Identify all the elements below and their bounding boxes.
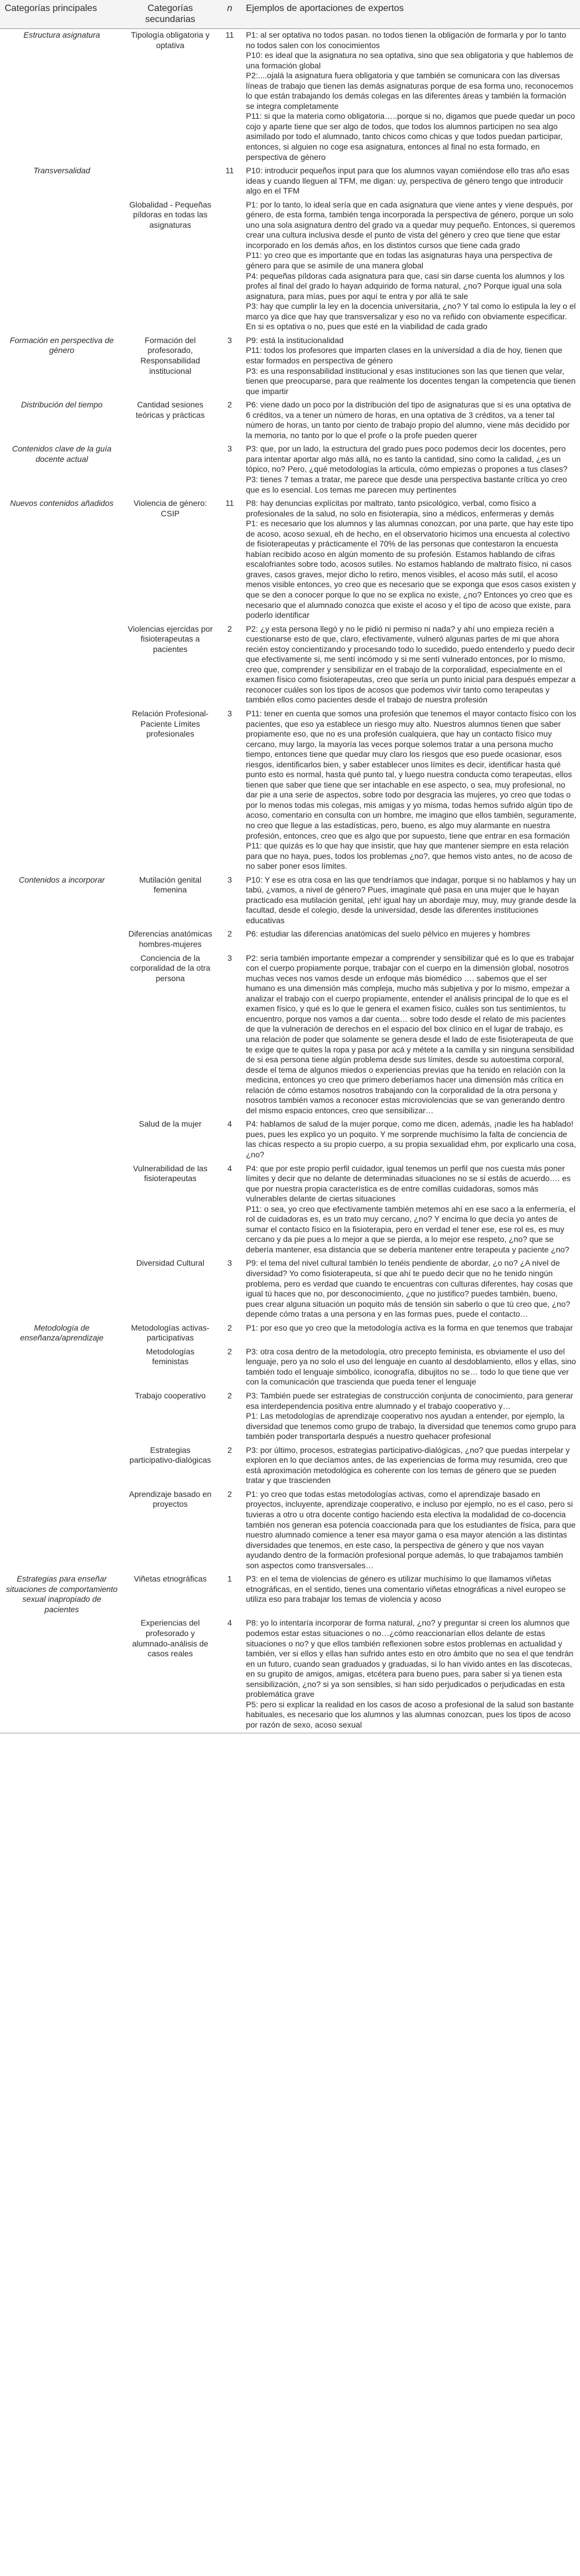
- n-count-cell: 4: [227, 1119, 232, 1129]
- main-category-cell: [0, 1488, 122, 1573]
- expert-quote: P10: introducir pequeños input para que los alumnos vayan comiéndose ello tras año esas ideas y cuando lleguen al TFM, me digan: uy, perspectiva de género tengo que introducir algo en el TFM: [246, 166, 570, 196]
- secondary-category-cell: Tipología obligatoria y optativa: [122, 29, 217, 165]
- table-row: [0, 334, 580, 399]
- examples-cell: [241, 708, 580, 874]
- table-row: [0, 1322, 580, 1346]
- n-count-cell: 2: [227, 1489, 232, 1499]
- secondary-category-cell: Mutilación genital femenina: [139, 875, 202, 895]
- expert-quote: P11: tener en cuenta que somos una profesión que tenemos el mayor contacto físico con los pacientes, que eso ya establece un riesgo muy alto. Nuestros alumnos tienen que saber propiamente eso, que no es una profesión cualquiera, que hay un contacto físico muy cercano, muy largo, la mayoría las veces porque solemos tratar a una persona mucho tiempo, entonces tiene que quedar muy claro los riesgos que eso puede ocasionar, esos riesgos, identificarlos bien, y saber establecer unos límites es decir, identificar hasta qué punto esto es normal, hasta qué punto tal, y luego nuestra conducta como terapeutas, ellos tienen que saber que tiene que ser intachable en ese aspecto, o sea, muy profesional, no dar pie a una serie de aspectos, sobre todo por desgracia las mujeres, yo creo que todas o por lo menos todas mis colegas, mis amigas y yo misma, todas hemos sufrido algún tipo de acoso, comentario en consulta con un hombre, me imagino que ellos también, seguramente, no creo que llegue a las estadísticas, pero, bueno, es algo muy alarmante en nuestra profesión, entonces, creo que es algo que por supuesto, tiene que entrar en esa formación: [246, 709, 577, 840]
- n-count-cell: [217, 199, 241, 334]
- expert-quote: P9: está la institucionalidad: [246, 335, 344, 345]
- secondary-category-cell: Trabajo cooperativo: [135, 1391, 206, 1400]
- secondary-category-cell: [122, 165, 217, 199]
- table-row: [0, 443, 580, 497]
- expert-quote: P2:....ojalá la asignatura fuera obligatoria y que también se comunicara con las diversas líneas de trabajo que tienen las demás asignaturas porque de esa forma uno, reconocemos lo que están trabajando los demás colegas en las diferentes áreas y también la formación se integra completamente: [246, 71, 574, 111]
- table-row: [0, 708, 580, 874]
- expert-quote: P2: ¿y esta persona llegó y no le pidió ni permiso ni nada? y ahí uno empieza recién a cuestionarse esto de que, claro, efectivamente, vulneró algunas partes de mi que ahora recién estoy concientizando y procesando todo lo sucedido, puedo entenderlo y puedo decir que efectivamente si, me sentí incómodo y si me sentí vulnerado entonces, por lo mismo, creo que, comprender y sensibilizar en el trabajo de la corporalidad, especialmente en el examen físico como fisioterapeutas, creo que sería un punto inicial para después empezar a reconocer cuáles son los tipos de acosos que podemos vivir tanto como terapeutas y también ellos como pacientes desde el trabajo de nuestra profesión: [246, 624, 576, 705]
- header-main-categories: Categorías principales: [0, 0, 122, 29]
- secondary-category-cell: Metodologías feministas: [146, 1346, 195, 1367]
- examples-cell: [241, 928, 580, 952]
- main-category-cell: [0, 952, 122, 1118]
- expert-quote: P10: Y ese es otra cosa en las que tendríamos que indagar, porque si no hablamos y hay un tabú, ¿vamos, a nivel de género? Pues, imagínate qué pasa en una mujer que le hayan practicado esa mutilación genital, ¡eh! igual hay un abordaje muy, muy, muy grande desde la facultad, desde el colegio, desde la universidad, desde las diferentes instituciones educativas: [246, 875, 577, 925]
- n-count-cell: 2: [227, 624, 232, 633]
- secondary-category-cell: Diferencias anatómicas hombres-mujeres: [128, 929, 212, 949]
- expert-quote: P3: por último, procesos, estrategias participativo-dialógicas, ¿no? que puedas interpelar y exploren en lo que decíamos antes, de las experiencias de forma muy resumida, creo que está aproximación metodológica es coherente con los temas de género que se pueden tratar y que trascienden: [246, 1445, 570, 1485]
- n-count-cell: 3: [227, 1258, 232, 1268]
- examples-cell: [241, 29, 580, 165]
- main-category-cell: [0, 1163, 122, 1258]
- table-row: [0, 623, 580, 708]
- n-count-cell: 4: [227, 1163, 232, 1173]
- n-count-cell: 3: [227, 335, 232, 345]
- expert-quote: P3: otra cosa dentro de la metodología, otro precepto feminista, es obviamente el uso del lenguaje, pero ya no solo el uso del lenguaje en cuanto al desdoblamiento, ellos y ellas, sino también todo el lenguaje simbólico, iconografía, dibujitos no se… todo lo que tiene que ver con la comunicación que trascienda que pueda tener el lenguaje: [246, 1346, 577, 1387]
- expert-quote: P5: pero si explicar la realidad en los casos de acoso a profesional de la salud son bastante habituales, es necesario que los alumnos y las alumnas conozcan, pues los tipos de acoso por razón de sexo, acoso sexual: [246, 1699, 574, 1729]
- expert-quote: P6: estudiar las diferencias anatómicas del suelo pélvico en mujeres y hombres: [246, 929, 530, 939]
- expert-quote: P3: que, por un lado, la estructura del grado pues poco podemos decir los docentes, pero para intentar aportar algo más allá, no es tanto la cantidad, sino como la calidad, ¿es un tópico, no? Pero, ¿qué metodologías la articula, cómo empiezas o propones a tus clases?: [246, 444, 568, 474]
- main-category-cell: [0, 1118, 122, 1162]
- table-row: [0, 1257, 580, 1321]
- main-category-cell: [0, 1390, 122, 1444]
- examples-cell: [241, 334, 580, 399]
- examples-cell: [241, 1488, 580, 1573]
- n-count-cell: 3: [227, 709, 232, 718]
- n-count-cell: 3: [227, 444, 232, 454]
- secondary-category-cell: Vulnerabilidad de las fisioterapeutas: [133, 1163, 208, 1183]
- table-row: [0, 1346, 580, 1390]
- expert-quote: P11: o sea, yo creo que efectivamente también metemos ahí en ese saco a la enfermería, el rol de cuidadoras es, es un trato muy cercano, ¿no? Y encima lo que decía yo antes de sumar el contacto físico en la fisioterapia, pero en verdad el tener ese, ese rol es, es muy cercano y da pie pues a lo mejor a que se pierda, a lo mejor ese respeto, ¿no? que se debería mantener, esa distancia que se debería mantener entre terapeuta y paciente ¿no?: [246, 1204, 576, 1254]
- main-category-cell: [0, 623, 122, 708]
- table-row: [0, 1118, 580, 1162]
- main-category-cell: Estructura asignatura: [0, 29, 122, 165]
- main-category-cell: [0, 1346, 122, 1390]
- main-category-cell: Contenidos a incorporar: [19, 875, 105, 884]
- examples-cell: [241, 399, 580, 443]
- secondary-category-cell: [122, 443, 217, 497]
- main-category-cell: [0, 928, 122, 952]
- n-count-cell: 4: [217, 1617, 241, 1733]
- n-count-cell: 2: [227, 400, 232, 410]
- examples-cell: [241, 1163, 580, 1258]
- main-category-cell: [0, 1444, 122, 1488]
- n-count-cell: 2: [227, 1322, 232, 1332]
- main-category-cell: [0, 199, 122, 334]
- examples-cell: [241, 443, 580, 497]
- expert-quote: P1: es necesario que los alumnos y las alumnas conozcan, por una parte, que hay este tipo de acoso, acoso sexual, eh de hecho, en el observatorio hicimos una encuesta al colectivo de fisioterapeutas y prácticamente el 70% de las personas que contestaron la encuesta habían recibido acoso en algún momento de su profesión. Estamos hablando de cifras escalofriantes sobre todo, acosos sutiles. No estamos hablando de maltrato físico, ni casos graves, casos graves, mejor dicho lo retiro, menos visibles, el acoso más sutil, el acoso menos visible entonces, yo creo que es necesario que se exponga que esos casos existen y que se den a conocer porque lo que no se explica no existe, ¿no? Entonces yo creo que es necesario que el alumnado conozca que existe el acoso y el tipo de acoso que existe, para poderlo identificar: [246, 519, 577, 620]
- table-header: [0, 0, 580, 29]
- table-row: [0, 1444, 580, 1488]
- secondary-category-cell: Cantidad sesiones teóricas y prácticas: [136, 400, 205, 420]
- table-row: [0, 399, 580, 443]
- examples-cell: [241, 1118, 580, 1162]
- secondary-category-cell: Viñetas etnográficas: [133, 1574, 207, 1584]
- table-row: [0, 952, 580, 1118]
- n-count-cell: 2: [227, 1445, 232, 1455]
- examples-cell: [241, 1322, 580, 1346]
- expert-quote: P11: yo creo que es importante que en todas las asignaturas haya una perspectiva de género para que se asimile de una manera global: [246, 250, 553, 271]
- secondary-category-cell: Globalidad - Pequeñas píldoras en todas las asignaturas: [129, 199, 212, 229]
- examples-cell: [241, 1444, 580, 1488]
- table-row: [0, 1617, 580, 1733]
- expert-quote: P11: todos los profesores que imparten clases en la universidad a día de hoy, tienen que estar formados en perspectiva de género: [246, 345, 563, 365]
- table-body: [0, 29, 580, 1733]
- main-category-cell: Metodología de enseñanza/aprendizaje: [20, 1322, 104, 1343]
- n-count-cell: 3: [227, 953, 232, 963]
- table-row: [0, 199, 580, 334]
- secondary-category-cell: Experiencias del profesorado y alumnado-análisis de casos reales: [122, 1617, 217, 1733]
- expert-quote: P3: También puede ser estrategias de construcción conjunta de conocimiento, para generar esa interdependencia positiva entre alumnado y el trabajo cooperativo y…: [246, 1391, 574, 1411]
- main-category-cell: Formación en perspectiva de género: [9, 335, 114, 355]
- main-category-cell: Contenidos clave de la guía docente actual: [12, 444, 112, 464]
- main-category-cell: [0, 708, 122, 874]
- n-count-cell: 2: [227, 929, 232, 939]
- table-row: [0, 1488, 580, 1573]
- examples-cell: [241, 1573, 580, 1617]
- expert-quote: P1: por lo tanto, lo ideal sería que en cada asignatura que viene antes y viene después, por género, de esta forma, también tenga incorporada la perspectiva de género, porque un solo uno una sola asignatura dentro del grado va a quedar muy pequeño. Entonces, si queremos crear una cultura inclusiva desde el punto de vista del género y creo que tiene que estar incorporado en los demás años, en los distintos cursos que tiene cada grado: [246, 199, 575, 250]
- examples-cell: [241, 165, 580, 199]
- examples-cell: [241, 1617, 580, 1733]
- secondary-category-cell: Estrategias participativo-dialógicas: [129, 1445, 211, 1465]
- expert-quote: P11: que quizás es lo que hay que insistir, que hay que mantener siempre en esta relación para que no haya, pues, todos los problemas ¿no?, que hemos visto antes, no de acoso de no saber poner esos límites.: [246, 841, 572, 871]
- expert-quote: P3: tienes 7 temas a tratar, me parece que desde una perspectiva bastante crítica yo creo que es lo esencial. Los temas me parecen muy pertinentes: [246, 474, 567, 494]
- header-row: [0, 0, 580, 29]
- examples-cell: [241, 874, 580, 928]
- main-category-cell: Distribución del tiempo: [21, 400, 103, 410]
- main-category-cell: [0, 1257, 122, 1321]
- examples-cell: [241, 497, 580, 623]
- examples-cell: [241, 623, 580, 708]
- secondary-category-cell: Formación del profesorado, Responsabilidad institucional: [140, 335, 200, 376]
- expert-quote: P4: pequeñas píldoras cada asignatura para que, casi sin darse cuenta los alumnos y los profes al final del grado lo hayan adquirido de forma natural, ¿no? Porque igual una sola asignatura, para mías, pues por aquí te entra y por allá te sale: [246, 271, 565, 301]
- table-row: [0, 29, 580, 165]
- table-row: [0, 1390, 580, 1444]
- header-secondary-categories: Categorías secundarias: [122, 0, 217, 29]
- expert-quote: P3: es una responsabilidad institucional y esas instituciones son las que tienen que velar, tienen que preocuparse, para que realmente los docentes tengan la competencia que tienen que impartir: [246, 366, 576, 396]
- expert-quote: P3: hay que cumplir la ley en la docencia universitaria, ¿no? Y tal como lo estipula la ley o el marco ya dice que hay que transversalizar y eso no va reñido con obviamente especificar. En si es optativa o no, pues que esté en la viabilidad de cada grado: [246, 301, 576, 331]
- examples-cell: [241, 952, 580, 1118]
- header-examples: Ejemplos de aportaciones de expertos: [241, 0, 580, 29]
- expert-quote: P2: sería también importante empezar a comprender y sensibilizar qué es lo que es trabajar con el cuerpo propiamente porque, trabajar con el cuerpo en la dimensión global, nosotros muchas veces nos vamos desde un enfoque más biomédico …. sabemos que el ser humano es una dimensión más compleja, mucho más subjetiva y por lo mismo, empezar a analizar el trabajo con el cuerpo propiamente, entender el análisis principal de lo que es el examen físico, y qué es lo que le genera el examen físico, cuáles son tus sentimientos, tu encuentro, porque nos vamos a dar cuenta… sobre todo desde el relato de mis pacientes de que la vulneración de derechos en el espacio del box clínico en el lugar de trabajo, es una relación de poder que solamente se genera desde el lado de este fisioterapeuta de que te exige que te quites la ropa y pasa por acá y métete a la camilla y sin ninguna sensibilidad de si esa persona tiene algún problema desde sus límites, desde su autoestima corporal, desde el tema de algunos miedos o experiencias previas que ha tenido en relación con la medicina, entonces yo creo que primero deberíamos hacer una dimensión más crítica en relación de cómo estamos nosotros trabajando con la corporalidad de la otra persona y nosotros también vamos a reconocer estas microviolencias que se van generando dentro del mismo espacio entonces, creo que sensibilizar…: [246, 953, 574, 1115]
- expert-quote: P9: el tema del nivel cultural también lo tenéis pendiente de abordar, ¿o no? ¿A nivel de diversidad? Yo como fisioterapeuta, sí que ahí te puedo decir que no he tenido ningún problema, pero es verdad que cuando te encuentras con culturas diferentes, hay cosas que igual tú haces que no, por desconocimiento, ¿que no justifico? puedes también, bueno, pues crear alguna situación un poquito más de tensión sin saberlo o que tú creo que, ¿no? depende cómo tratas a una persona y en las formas pues, puede el contacto…: [246, 1258, 573, 1319]
- n-count-cell: 1: [227, 1574, 232, 1584]
- examples-cell: [241, 199, 580, 334]
- expert-quote: P1: yo creo que todas estas metodologías activas, como el aprendizaje basado en proyectos, incluyente, aprendizaje cooperativo, e incluso por ejemplo, no es el caso, pero si tuvieras a otro u otra docente contigo haciendo esta electiva la modalidad de co-docencia también nos generan esa potencia coaccionada para que los estudiantes de física, para que nuestro alumnado comience a tener esa mayor gama o esa mayor atención a las distintas diversidades que tenemos, en este caso, la perspectiva de género y que nos vayan ayudando dentro de la formación profesional porque además, lo que trabajamos también son aspectos como transversales…: [246, 1489, 576, 1570]
- examples-cell: [241, 1390, 580, 1444]
- expert-quote: P8: yo lo intentaría incorporar de forma natural, ¿no? y preguntar si creen los alumnos que podemos estar estas situaciones o no…¿cómo reaccionarían ellos delante de estas situaciones o no? y que ellos también reflexionen sobre estos problemas en actualidad y también, ver si ellos y ellas han sufrido antes esto en otro ámbito que no sea el que tendrán en un futuro, cuando sean graduados y graduadas, si lo han vivido antes en las discotecas, en su grupito de amigos, amigas, etcétera para bueno pues, para saber si ya tienen esta sensibilización, ¿no? si ya son sensibles, si han sido perjudicados o perjudicadas en esta problemática grave: [246, 1618, 574, 1699]
- expert-quote: P1: al ser optativa no todos pasan. no todos tienen la obligación de formarla y por lo tanto no todos salen con los conocimientos: [246, 30, 567, 50]
- n-count-cell: 11: [217, 29, 241, 165]
- secondary-category-cell: Diversidad Cultural: [136, 1258, 205, 1268]
- n-count-cell: 11: [225, 498, 234, 508]
- table-row: [0, 1573, 580, 1617]
- main-category-cell: Transversalidad: [33, 166, 90, 176]
- expert-quote: P11: si que la materia como obligatoria…..porque si no, digamos que puede quedar un poco cojo y aparte tiene que ser algo de todos, que todos los alumnos participen no sea algo asimilado por todo el alumnado, tanto chicos como chicas y que todos puedan participar, entonces, si alguien no coge esa asignatura, entonces al final no esta formado, en perspectiva de género: [246, 111, 575, 162]
- main-category-cell: Estrategias para enseñar situaciones de comportamiento sexual inapropiado de pacientes: [6, 1574, 118, 1614]
- table-row: [0, 928, 580, 952]
- expert-quote: P1: Las metodologías de aprendizaje cooperativo nos ayudan a entender, por ejemplo, la diversidad que tenemos como grupo de trabajo, la diversidad que tenemos como grupo para también poder transportarla después a nuestro quehacer profesional: [246, 1411, 577, 1441]
- examples-cell: [241, 1257, 580, 1321]
- secondary-category-cell: Violencia de género: CSIP: [133, 498, 207, 518]
- n-count-cell: 11: [225, 166, 234, 176]
- secondary-category-cell: Relación Profesional-Paciente Límites profesionales: [132, 709, 209, 739]
- expert-quote: P8: hay denuncias explícitas por maltrato, tanto psicológico, verbal, como físico a profesionales de la salud, no solo en fisioterapia, sino a médicos, enfermeras y demás: [246, 498, 554, 518]
- examples-cell: [241, 1346, 580, 1390]
- n-count-cell: 2: [227, 1391, 232, 1400]
- header-n: n: [217, 0, 241, 29]
- n-count-cell: 2: [227, 1346, 232, 1356]
- table-row: [0, 497, 580, 623]
- secondary-category-cell: Aprendizaje basado en proyectos: [129, 1489, 212, 1509]
- table-row: [0, 1163, 580, 1258]
- expert-quote: P4: que por este propio perfil cuidador, igual tenemos un perfil que nos cuesta más poner límites y decir que no delante de determinadas situaciones no se si estás de acuerdo…. es que por nuestra propia característica es de entre comillas cuidadoras, somos más vulnerables delante de ciertas situaciones: [246, 1163, 571, 1204]
- table-row: [0, 165, 580, 199]
- secondary-category-cell: Metodologías activas-participativas: [130, 1322, 210, 1343]
- n-count-cell: 3: [227, 875, 232, 884]
- secondary-category-cell: Conciencia de la corporalidad de la otra persona: [130, 953, 211, 983]
- expert-quote: P1: por eso que yo creo que la metodología activa es la forma en que tenemos que trabajar: [246, 1322, 573, 1332]
- table-row: [0, 874, 580, 928]
- secondary-category-cell: Violencias ejercidas por fisioterapeutas a pacientes: [128, 624, 213, 654]
- expert-quote: P10: es ideal que la asignatura no sea optativa, sino que sea obligatoria y que hablemos de una formación global: [246, 50, 574, 70]
- secondary-category-cell: Salud de la mujer: [139, 1119, 202, 1129]
- main-category-cell: [0, 1617, 122, 1733]
- expert-quote: P3: en el tema de violencias de género es utilizar muchísimo lo que llamamos viñetas etnográficas, en el sentido, tienes una comentario viñetas etnográficas a nivel europeo se utiliza eso para trabajar los temas de violencia y acoso: [246, 1574, 566, 1604]
- expert-quote: P6: viene dado un poco por la distribución del tipo de asignaturas que si es una optativa de 6 créditos, va a tener un número de horas, en una optativa de 3 créditos, va a tener tal número de horas, un tanto por ciento de trabajo propio del alumno, viene más decidido por la memoria, no tanto por lo que el profe o la profe pueden querer: [246, 400, 571, 440]
- main-category-cell: Nuevos contenidos añadidos: [10, 498, 114, 508]
- expert-quote: P4: hablamos de salud de la mujer porque, como me dicen, además, ¡nadie les ha hablado! pues, pues les explico yo un poquito. Y me sorprende muchísimo la falta de conciencia de las chicas respecto a su propio cuerpo, a su propia sexualidad ehm, por explicarlo una cosa, ¿no?: [246, 1119, 577, 1159]
